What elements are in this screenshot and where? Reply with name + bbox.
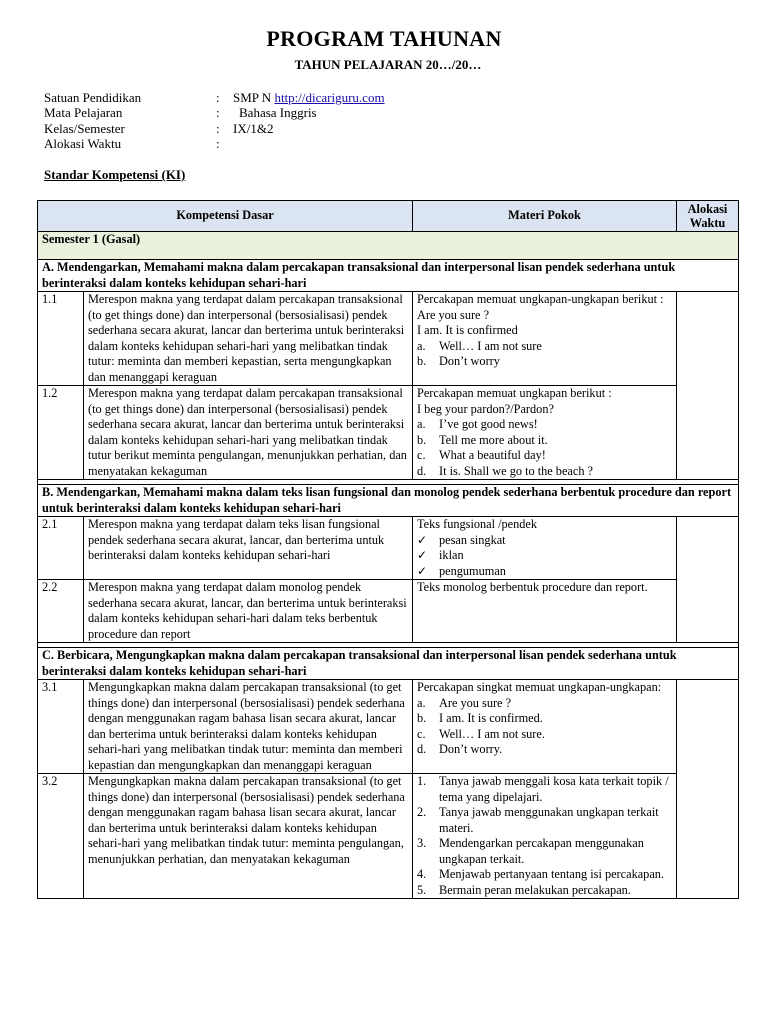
table-row xyxy=(38,292,739,386)
list-text: Well… I am not sure. xyxy=(439,726,545,741)
table-row xyxy=(38,774,739,899)
materi-pokok-cell xyxy=(413,580,677,643)
materi-list-item xyxy=(417,836,672,867)
list-marker: c. xyxy=(417,726,426,741)
list-text: pengumuman xyxy=(439,563,506,578)
info-row-alokasi xyxy=(44,136,385,151)
standar-kompetensi-heading: Standar Kompetensi (KI) xyxy=(44,167,186,182)
info-label: Mata Pelajaran xyxy=(44,105,123,121)
info-colon: : xyxy=(216,90,220,105)
list-marker: b. xyxy=(417,354,427,368)
list-text: I’ve got good news! xyxy=(439,417,538,431)
list-text: Are you sure ? xyxy=(439,695,512,710)
materi-check-item xyxy=(417,548,672,564)
materi-line: Percakapan singkat memuat ungkapan-ungkapan: xyxy=(417,680,662,694)
list-text: Don’t worry. xyxy=(439,742,503,756)
list-text: I am. It is confirmed. xyxy=(439,711,543,725)
materi-pokok-cell xyxy=(413,517,677,580)
list-marker: d. xyxy=(417,742,427,756)
list-marker: d. xyxy=(417,463,427,478)
checkmark-icon: ✓ xyxy=(417,563,428,578)
alokasi-cell xyxy=(677,517,739,643)
info-value-text: SMP N xyxy=(233,90,275,105)
materi-line: Teks monolog berbentuk procedure dan report. xyxy=(417,580,648,594)
table-row xyxy=(38,580,739,643)
list-text: Tanya jawab menggali kosa kata terkait topik / tema yang dipelajari. xyxy=(439,774,669,804)
kd-text: Mengungkapkan makna dalam percakapan transaksional (to get things done) dan interpersonal (bersosialisasi) pendek sederhana dengan menggunakan ragam bahasa lisan secara akurat, lancar dan berterima untuk berinteraksi dalam konteks kehidupan sehari-hari yang melibatkan tindak tutur: meminta dan memberi kepastian dan mengungkapkan dan menanggapi keraguan xyxy=(84,680,413,774)
section-title: A. Mendengarkan, Memahami makna dalam percakapan transaksional dan interpersonal lisan pendek sederhana untuk berinteraksi dalam konteks kehidupan sehari-hari xyxy=(38,260,739,292)
section-title: C. Berbicara, Mengungkapkan makna dalam percakapan transaksional dan interpersonal lisan pendek sederhana untuk berinteraksi dalam konteks kehidupan sehari-hari xyxy=(38,648,739,680)
list-text: iklan xyxy=(439,548,464,562)
materi-list-item xyxy=(417,417,672,433)
list-marker: b. xyxy=(417,432,427,447)
materi-list-item xyxy=(417,433,672,449)
identity-info xyxy=(44,90,385,151)
list-text: Don’t worry xyxy=(439,354,500,368)
header-alokasi-waktu: Alokasi Waktu xyxy=(677,201,739,232)
info-label: Kelas/Semester xyxy=(44,120,125,136)
kd-number: 1.2 xyxy=(38,386,84,480)
info-value: IX/1&2 xyxy=(233,120,274,136)
list-marker: 2. xyxy=(417,805,427,819)
kd-text: Merespon makna yang terdapat dalam percakapan transaksional (to get things done) dan interpersonal (bersosialisasi) pendek sederhana secara akurat, lancar dan berterima untuk berinteraksi dalam konteks kehidupan sehari-hari yang melibatkan tindak tutur berikut meminta pengulangan, menunjukkan perhatian, dan menyatakan kekaguman xyxy=(84,386,413,480)
info-label: Alokasi Waktu xyxy=(44,135,122,151)
kd-text: Mengungkapkan makna dalam percakapan transaksional (to get things done) dan interpersonal (bersosialisasi) pendek sederhana dengan menggunakan ragam bahasa lisan secara akurat, lancar dan berterima untuk berinteraksi dalam konteks kehidupan sehari-hari yang melibatkan tindak tutur: meminta pengulangan, menunjukkan perhatian, dan menyatakan kekaguman xyxy=(84,774,413,899)
list-text: pesan singkat xyxy=(439,532,506,547)
info-value: Bahasa Inggris xyxy=(239,105,317,121)
info-colon: : xyxy=(216,120,220,136)
materi-check-item xyxy=(417,533,672,549)
section-row xyxy=(38,260,739,292)
info-value xyxy=(233,90,385,105)
list-marker: a. xyxy=(417,338,426,353)
materi-pokok-cell xyxy=(413,680,677,774)
section-row xyxy=(38,485,739,517)
materi-list-item xyxy=(417,354,672,370)
section-row xyxy=(38,648,739,680)
list-marker: a. xyxy=(417,417,426,431)
materi-list-item xyxy=(417,464,672,480)
kd-number: 2.1 xyxy=(38,517,84,580)
header-kompetensi-dasar: Kompetensi Dasar xyxy=(38,201,413,232)
list-text: Mendengarkan percakapan menggunakan ungkapan terkait. xyxy=(439,836,644,866)
list-text: Menjawab pertanyaan tentang isi percakapan. xyxy=(439,867,665,881)
materi-list-item xyxy=(417,339,672,355)
alokasi-cell xyxy=(677,680,739,899)
list-marker: a. xyxy=(417,695,426,710)
list-marker: c. xyxy=(417,448,426,462)
list-text: Bermain peran melakukan percakapan. xyxy=(439,882,631,897)
kd-number: 3.2 xyxy=(38,774,84,899)
list-text: Well… I am not sure xyxy=(439,338,542,353)
kd-text: Merespon makna yang terdapat dalam teks lisan fungsional pendek sederhana secara akurat, lancar, dan berterima untuk berinteraksi dalam konteks kehidupan sehari-hari xyxy=(84,517,413,580)
info-row-satuan xyxy=(44,90,385,105)
checkmark-icon: ✓ xyxy=(417,548,428,562)
list-marker: b. xyxy=(417,711,427,725)
school-link[interactable]: http://dicariguru.com xyxy=(274,90,385,105)
materi-list-item xyxy=(417,805,672,836)
materi-line: Percakapan memuat ungkapan-ungkapan berikut : xyxy=(417,292,664,306)
materi-list-item xyxy=(417,727,672,743)
materi-line: Are you sure ? xyxy=(417,307,490,322)
materi-list-item xyxy=(417,742,672,758)
list-marker: 5. xyxy=(417,882,427,897)
materi-list-item xyxy=(417,448,672,464)
materi-line: Teks fungsional /pendek xyxy=(417,517,538,531)
semester-label: Semester 1 (Gasal) xyxy=(38,232,739,260)
page-title: PROGRAM TAHUNAN xyxy=(266,26,502,51)
header-materi-pokok: Materi Pokok xyxy=(413,201,677,232)
list-text: Tanya jawab menggunakan ungkapan terkait materi. xyxy=(439,805,659,835)
list-marker: 4. xyxy=(417,867,427,881)
materi-list-item xyxy=(417,867,672,883)
list-text: Tell me more about it. xyxy=(439,432,548,447)
materi-line: I am. It is confirmed xyxy=(417,323,518,337)
table-row xyxy=(38,680,739,774)
materi-list-item xyxy=(417,883,672,899)
materi-pokok-cell xyxy=(413,292,677,386)
table-row xyxy=(38,517,739,580)
kd-number: 2.2 xyxy=(38,580,84,643)
section-title: B. Mendengarkan, Memahami makna dalam teks lisan fungsional dan monolog pendek sederhana berbentuk procedure dan report untuk berinteraksi dalam konteks kehidupan sehari-hari xyxy=(38,485,739,517)
alokasi-cell xyxy=(677,292,739,480)
semester-row xyxy=(38,232,739,260)
info-colon: : xyxy=(216,135,220,151)
materi-list-item xyxy=(417,696,672,712)
materi-line: Percakapan memuat ungkapan berikut : xyxy=(417,386,612,400)
table-header-row xyxy=(38,201,739,232)
info-colon: : xyxy=(216,105,220,121)
checkmark-icon: ✓ xyxy=(417,532,428,547)
info-row-mapel xyxy=(44,105,385,120)
materi-list-item xyxy=(417,711,672,727)
info-label: Satuan Pendidikan xyxy=(44,90,142,105)
page-subtitle: TAHUN PELAJARAN 20…/20… xyxy=(294,57,482,72)
info-row-kelas xyxy=(44,121,385,136)
kd-number: 3.1 xyxy=(38,680,84,774)
materi-line: I beg your pardon?/Pardon? xyxy=(417,401,554,416)
materi-check-item xyxy=(417,564,672,580)
kd-text: Merespon makna yang terdapat dalam monolog pendek sederhana secara akurat, lancar, dan berterima untuk berinteraksi dalam konteks kehidupan sehari-hari dalam teks berbentuk procedure dan report xyxy=(84,580,413,643)
program-table xyxy=(37,200,739,899)
kd-number: 1.1 xyxy=(38,292,84,386)
materi-pokok-cell xyxy=(413,774,677,899)
list-marker: 1. xyxy=(417,774,427,788)
list-text: What a beautiful day! xyxy=(439,448,546,462)
materi-list-item xyxy=(417,774,672,805)
table-row xyxy=(38,386,739,480)
list-marker: 3. xyxy=(417,836,427,850)
materi-pokok-cell xyxy=(413,386,677,480)
list-text: It is. Shall we go to the beach ? xyxy=(439,463,594,478)
kd-text: Merespon makna yang terdapat dalam percakapan transaksional (to get things done) dan interpersonal (bersosialisasi) pendek sederhana secara akurat, lancar dan berterima untuk berinteraksi dalam konteks kehidupan sehari-hari yang melibatkan tindak tutur: meminta dan memberi kepastian, serta mengungkapkan dan menanggapi keraguan xyxy=(84,292,413,386)
